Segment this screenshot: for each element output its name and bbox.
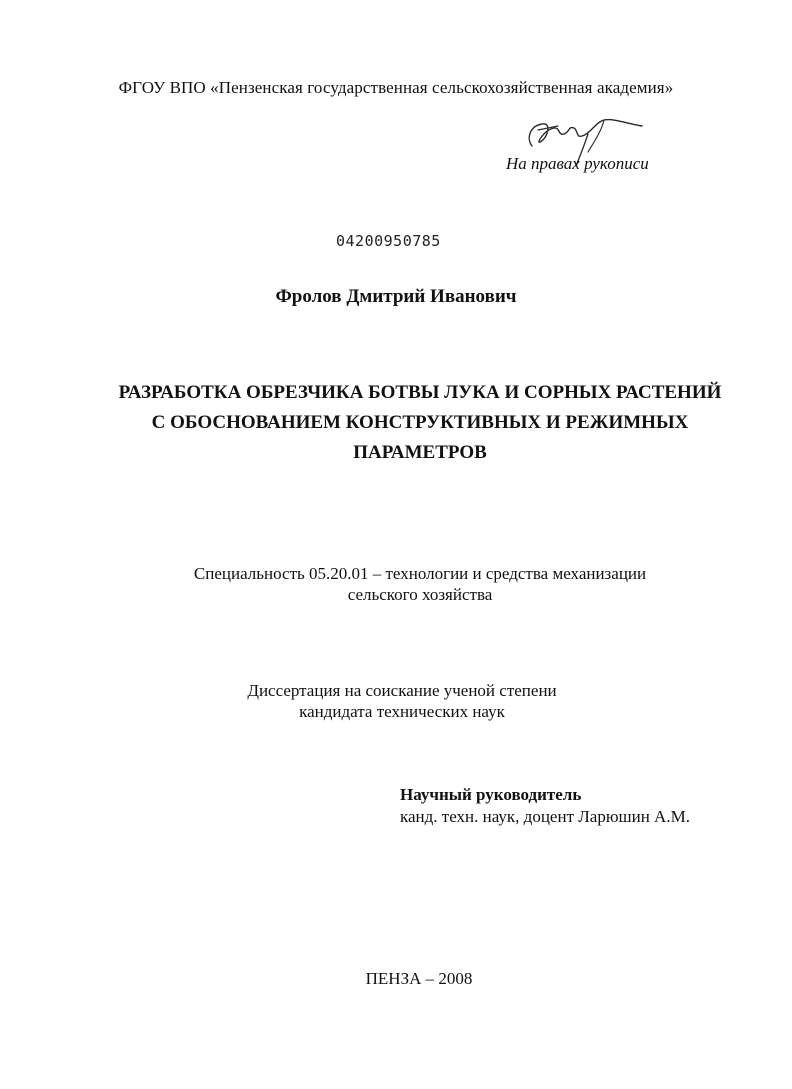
supervisor-heading: Научный руководитель: [400, 785, 582, 804]
author-name: Фролов Дмитрий Иванович: [275, 286, 517, 307]
degree-line: кандидата технических наук: [299, 702, 505, 721]
specialty-line: Специальность 05.20.01 – технологии и средства механизации: [193, 564, 647, 583]
title-line: ПАРАМЕТРОВ: [353, 442, 487, 463]
supervisor-details: канд. техн. наук, доцент Ларюшин А.М.: [400, 807, 690, 826]
city-year: ПЕНЗА – 2008: [365, 969, 473, 988]
dissertation-title: [100, 378, 740, 468]
manuscript-note: На правах рукописи: [506, 154, 649, 173]
degree-statement: [22, 680, 782, 722]
supervisor-block: [400, 784, 690, 828]
specialty: [40, 563, 792, 605]
specialty-line: сельского хозяйства: [347, 585, 493, 604]
title-line: С ОБОСНОВАНИЕМ КОНСТРУКТИВНЫХ И РЕЖИМНЫХ: [151, 412, 689, 433]
document-code: 04200950785: [336, 232, 441, 250]
title-line: РАЗРАБОТКА ОБРЕЗЧИКА БОТВЫ ЛУКА И СОРНЫХ РАСТЕНИЙ: [118, 382, 722, 403]
degree-line: Диссертация на соискание ученой степени: [247, 681, 557, 700]
institution-name: ФГОУ ВПО «Пензенская государственная сельскохозяйственная академия»: [118, 78, 674, 97]
